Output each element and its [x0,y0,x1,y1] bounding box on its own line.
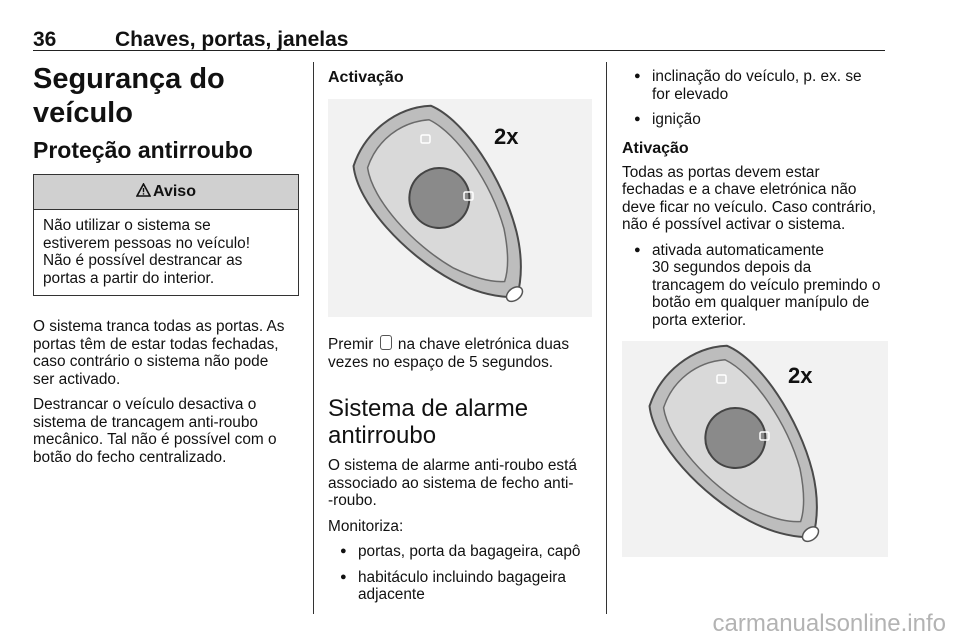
list-item: ● ativada automaticamente 30 segundos depois da trancagem do veículo premindo o botão em qualquer manípulo de porta exterior. [622,242,888,330]
warning-box [33,174,299,296]
warning-heading: Aviso [153,183,196,200]
bullet-list [622,68,888,129]
page-header [33,28,885,51]
column-divider [606,62,607,614]
column-divider [313,62,314,614]
key-fob-icon [328,99,592,317]
list-item: ● ignição [622,111,888,129]
subheading: Ativação [622,139,689,157]
paragraph: Premir na chave eletrónica duas vezes no espaço de 5 segundos. [328,336,570,371]
list-item: ● portas, porta da bagageira, capô [328,543,592,561]
page-number: 36 [33,28,57,51]
paragraph: Todas as portas devem estar fechadas e a chave eletrónica não deve ficar no veículo. Caso contrário, não é possível activar o sistema. [622,163,877,233]
figure-label: 2x [494,124,519,149]
section-title: Proteção antirroubo [33,137,253,163]
warning-text: Não utilizar o sistema se estiverem pessoas no veículo! Não é possível destrancar as portas a partir do interior. [43,217,251,287]
key-fob-icon [622,341,888,557]
figure-label: 2x [788,363,813,388]
subheading: Activação [328,69,404,86]
column-2 [328,68,592,612]
column-3 [622,68,888,557]
paragraph: Monitoriza: [328,517,404,535]
running-title: Chaves, portas, janelas [115,28,349,51]
bullet-list [622,242,888,330]
section-title: Sistema de alarme antirroubo [328,395,529,449]
paragraph: O sistema tranca todas as portas. As portas têm de estar todas fechadas, caso contrário o sistema não pode ser activado. [33,318,285,388]
list-item: ● habitáculo incluindo bagageira adjacente [328,569,592,604]
bullet-list [328,543,592,604]
page-title: Segurança do veículo [33,63,225,129]
watermark: carmanualsonline.info [712,610,946,637]
list-item: ● inclinação do veículo, p. ex. se for elevado [622,68,888,103]
key-fob-figure [328,99,592,317]
paragraph: Destrancar o veículo desactiva o sistema de trancagem anti-roubo mecânico. Tal não é possível com o botão do fecho centralizado. [33,396,277,466]
key-fob-figure [622,341,888,557]
warning-header [34,175,298,210]
lock-icon [380,335,392,350]
warning-triangle-icon [136,183,151,197]
paragraph: O sistema de alarme anti-roubo está associado ao sistema de fecho anti- -roubo. [328,457,577,509]
column-1 [33,62,299,474]
